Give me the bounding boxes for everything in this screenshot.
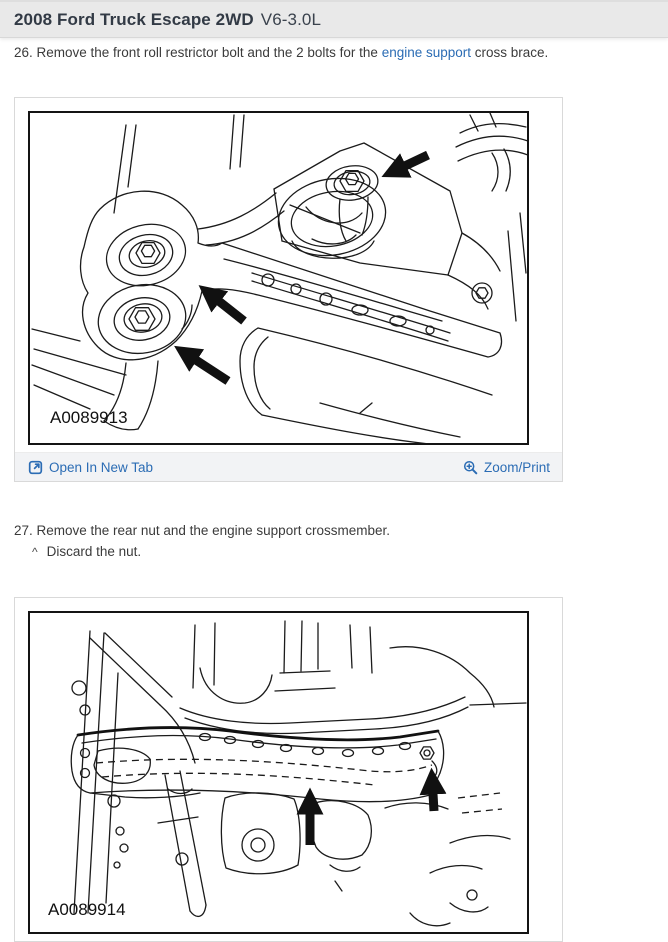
cross-brace-bolt-lower — [93, 278, 192, 360]
callout-arrows — [182, 155, 428, 381]
transmission-pan — [240, 328, 492, 443]
zoom-print-link[interactable] — [463, 460, 550, 475]
article-content — [0, 44, 668, 942]
figure-1-image — [28, 111, 529, 445]
vehicle-title: 2008 Ford Truck Escape 2WD — [14, 9, 254, 29]
engine-underbody — [180, 621, 526, 733]
frame-rail — [72, 631, 195, 913]
engine-mount — [272, 170, 392, 264]
engine-support-crossmember — [71, 728, 443, 802]
zoom-in-icon — [463, 460, 478, 475]
figure-label: A0089914 — [48, 900, 126, 919]
right-side-lines — [385, 793, 510, 926]
cross-brace-bolt-upper — [100, 216, 192, 294]
subframe-seam — [252, 273, 450, 341]
figure-card-2 — [14, 597, 563, 942]
step-27-text: 27. Remove the rear nut and the engine support crossmember. — [14, 523, 390, 538]
page-title — [14, 10, 321, 30]
open-in-new-tab-link[interactable] — [28, 460, 153, 475]
callout-arrows — [310, 777, 434, 845]
figure-1-body — [15, 98, 562, 452]
figure-label: A0089913 — [50, 408, 128, 427]
open-in-new-icon — [28, 460, 43, 475]
note-text: Discard the nut. — [46, 544, 142, 559]
figure-1-toolbar — [15, 452, 562, 481]
figure-1-drawing — [30, 113, 527, 443]
figure-2-drawing — [30, 613, 527, 932]
zoom-print-label: Zoom/Print — [483, 459, 550, 475]
step-26-after: cross brace. — [471, 45, 549, 60]
rear-nut — [420, 747, 437, 777]
note-marker: ^ — [32, 545, 38, 559]
step-26-before: 26. Remove the front roll restrictor bolt and the 2 bolts for the — [14, 45, 382, 60]
figure-2-body — [15, 598, 562, 941]
figure-2-image — [28, 611, 529, 934]
title-bar — [0, 0, 668, 38]
engine-variant: V6-3.0L — [260, 9, 322, 29]
step-27-note — [32, 543, 654, 561]
mount-bracket-plate — [274, 143, 500, 309]
step-26-text — [14, 44, 654, 61]
transmission-case — [221, 793, 371, 891]
figure-card-1 — [14, 97, 563, 482]
engine-support-link[interactable]: engine support — [381, 45, 472, 60]
open-in-new-tab-label: Open In New Tab — [49, 459, 154, 475]
hose-lines — [456, 113, 527, 191]
